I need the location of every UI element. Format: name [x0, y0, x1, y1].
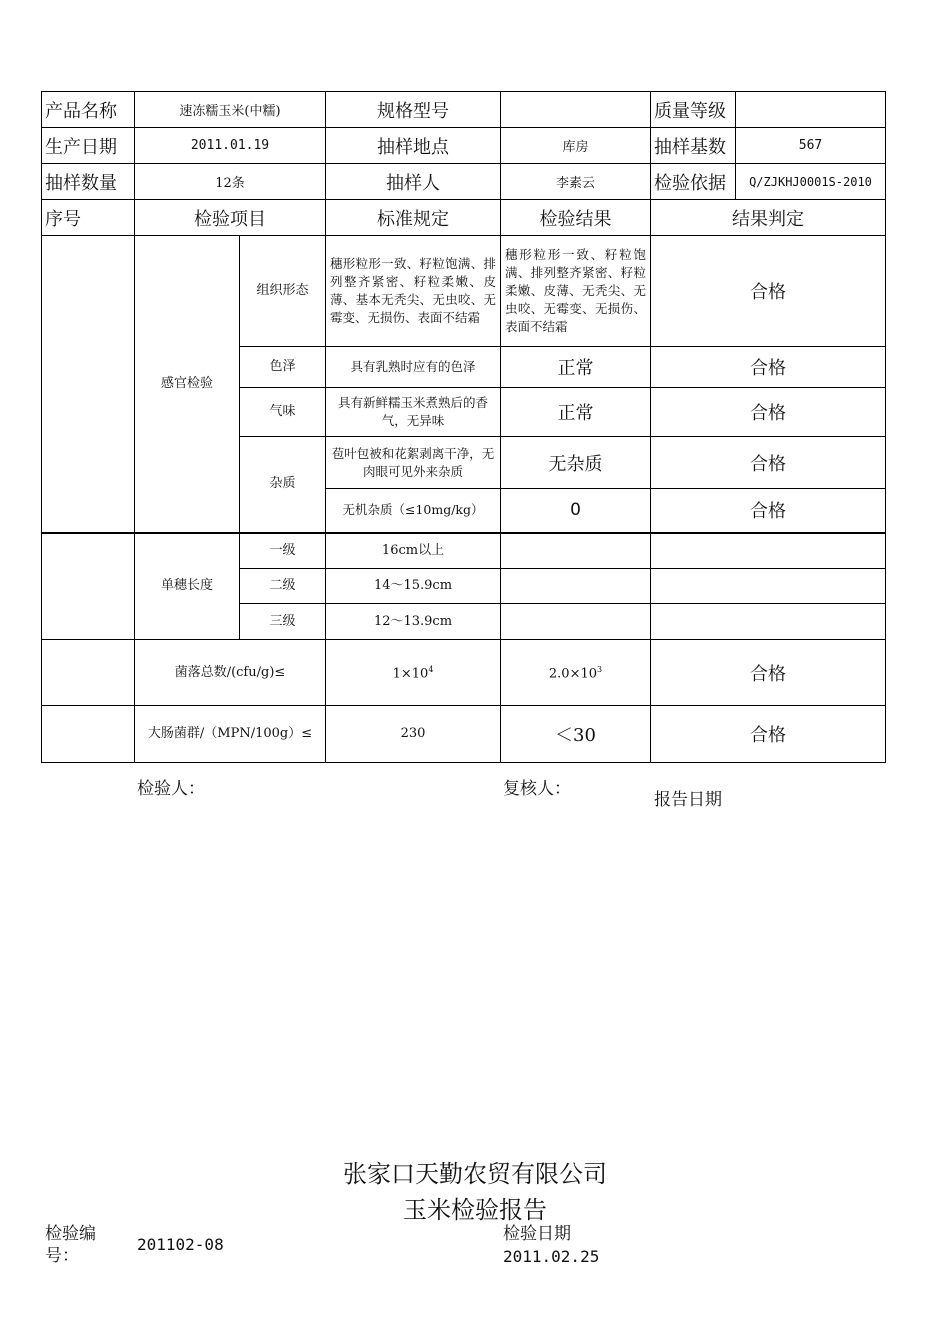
sample-qty: 12条 — [135, 164, 326, 200]
impurity-result-1: 无杂质 — [501, 437, 651, 489]
colony-standard-exp: 4 — [428, 665, 434, 675]
coliform-standard: 230 — [326, 706, 501, 763]
color-label: 色泽 — [240, 347, 326, 388]
inspection-number: 201102-08 — [137, 1235, 224, 1254]
ear-length-group: 单穗长度 — [135, 533, 240, 640]
inspection-table — [41, 91, 886, 763]
impurity-result-2: 0 — [501, 489, 651, 533]
product-name: 速冻糯玉米(中糯) — [135, 92, 326, 128]
prod-date-label: 生产日期 — [42, 128, 135, 164]
sample-qty-label: 抽样数量 — [42, 164, 135, 200]
grade3-judgement — [651, 604, 886, 640]
colony-standard-base: 1×10 — [392, 666, 429, 682]
company-name: 张家口天勤农贸有限公司 — [343, 1160, 607, 1188]
color-result: 正常 — [501, 347, 651, 388]
seq-cell-colony — [42, 640, 135, 706]
grade3-label: 三级 — [240, 604, 326, 640]
quality-label: 质量等级 — [651, 92, 736, 128]
col-item: 检验项目 — [135, 200, 326, 236]
tissue-result: 穗形粒形一致、籽粒饱满、排列整齐紧密、籽粒柔嫩、皮薄、无秃尖、无虫咬、无霉变、无损伤、表面不结霜 — [501, 236, 651, 347]
quality-value — [736, 92, 886, 128]
smell-result: 正常 — [501, 388, 651, 437]
colony-label: 菌落总数/(cfu/g)≤ — [135, 640, 326, 706]
colony-standard — [326, 640, 501, 706]
col-result: 检验结果 — [501, 200, 651, 236]
colony-result — [501, 640, 651, 706]
grade1-label: 一级 — [240, 533, 326, 569]
grade3-result — [501, 604, 651, 640]
impurity-label: 杂质 — [240, 437, 326, 533]
impurity-standard-1: 苞叶包被和花絮剥离干净，无肉眼可见外来杂质 — [326, 437, 501, 489]
col-seq: 序号 — [42, 200, 135, 236]
inspection-number-label: 检验编号： — [45, 1224, 96, 1266]
sensory-group: 感官检验 — [135, 236, 240, 533]
grade1-standard: 16cm以上 — [326, 533, 501, 569]
seq-cell-ear — [42, 533, 135, 640]
basis-label: 检验依据 — [651, 164, 736, 200]
sample-base: 567 — [736, 128, 886, 164]
sampler-label: 抽样人 — [326, 164, 501, 200]
coliform-judgement: 合格 — [651, 706, 886, 763]
col-standard: 标准规定 — [326, 200, 501, 236]
smell-standard: 具有新鲜糯玉米煮熟后的香气，无异味 — [326, 388, 501, 437]
sample-base-label: 抽样基数 — [651, 128, 736, 164]
coliform-result: ＜30 — [501, 706, 651, 763]
tissue-judgement: 合格 — [651, 236, 886, 347]
sampler: 李素云 — [501, 164, 651, 200]
reviewer-label: 复核人： — [503, 779, 571, 799]
basis: Q/ZJKHJ0001S-2010 — [736, 164, 886, 200]
grade2-standard: 14～15.9cm — [326, 569, 501, 604]
colony-judgement: 合格 — [651, 640, 886, 706]
spec-value — [501, 92, 651, 128]
grade2-label: 二级 — [240, 569, 326, 604]
inspector-label: 检验人： — [137, 779, 205, 799]
sample-place-label: 抽样地点 — [326, 128, 501, 164]
impurity-judgement-2: 合格 — [651, 489, 886, 533]
coliform-label: 大肠菌群/（MPN/100g）≤ — [135, 706, 326, 763]
prod-date: 2011.01.19 — [135, 128, 326, 164]
inspection-date-label: 检验日期 — [503, 1224, 571, 1244]
colony-result-base: 2.0×10 — [548, 666, 597, 682]
tissue-label: 组织形态 — [240, 236, 326, 347]
smell-label: 气味 — [240, 388, 326, 437]
color-standard: 具有乳熟时应有的色泽 — [326, 347, 501, 388]
sample-place: 库房 — [501, 128, 651, 164]
col-judgement: 结果判定 — [651, 200, 886, 236]
report-date-label: 报告日期 — [654, 790, 722, 810]
seq-cell-coliform — [42, 706, 135, 763]
grade1-result — [501, 533, 651, 569]
grade1-judgement — [651, 533, 886, 569]
product-name-label: 产品名称 — [42, 92, 135, 128]
grade2-judgement — [651, 569, 886, 604]
spec-label: 规格型号 — [326, 92, 501, 128]
impurity-judgement-1: 合格 — [651, 437, 886, 489]
report-title: 玉米检验报告 — [403, 1196, 547, 1224]
tissue-standard: 穗形粒形一致、籽粒饱满、排列整齐紧密、籽粒柔嫩、皮薄、基本无秃尖、无虫咬、无霉变、无损伤、表面不结霜 — [326, 236, 501, 347]
inspection-date: 2011.02.25 — [503, 1247, 600, 1266]
smell-judgement: 合格 — [651, 388, 886, 437]
grade3-standard: 12～13.9cm — [326, 604, 501, 640]
impurity-standard-2: 无机杂质（≤10mg/kg） — [326, 489, 501, 533]
colony-result-exp: 3 — [597, 665, 603, 675]
seq-cell-sensory — [42, 236, 135, 533]
grade2-result — [501, 569, 651, 604]
color-judgement: 合格 — [651, 347, 886, 388]
